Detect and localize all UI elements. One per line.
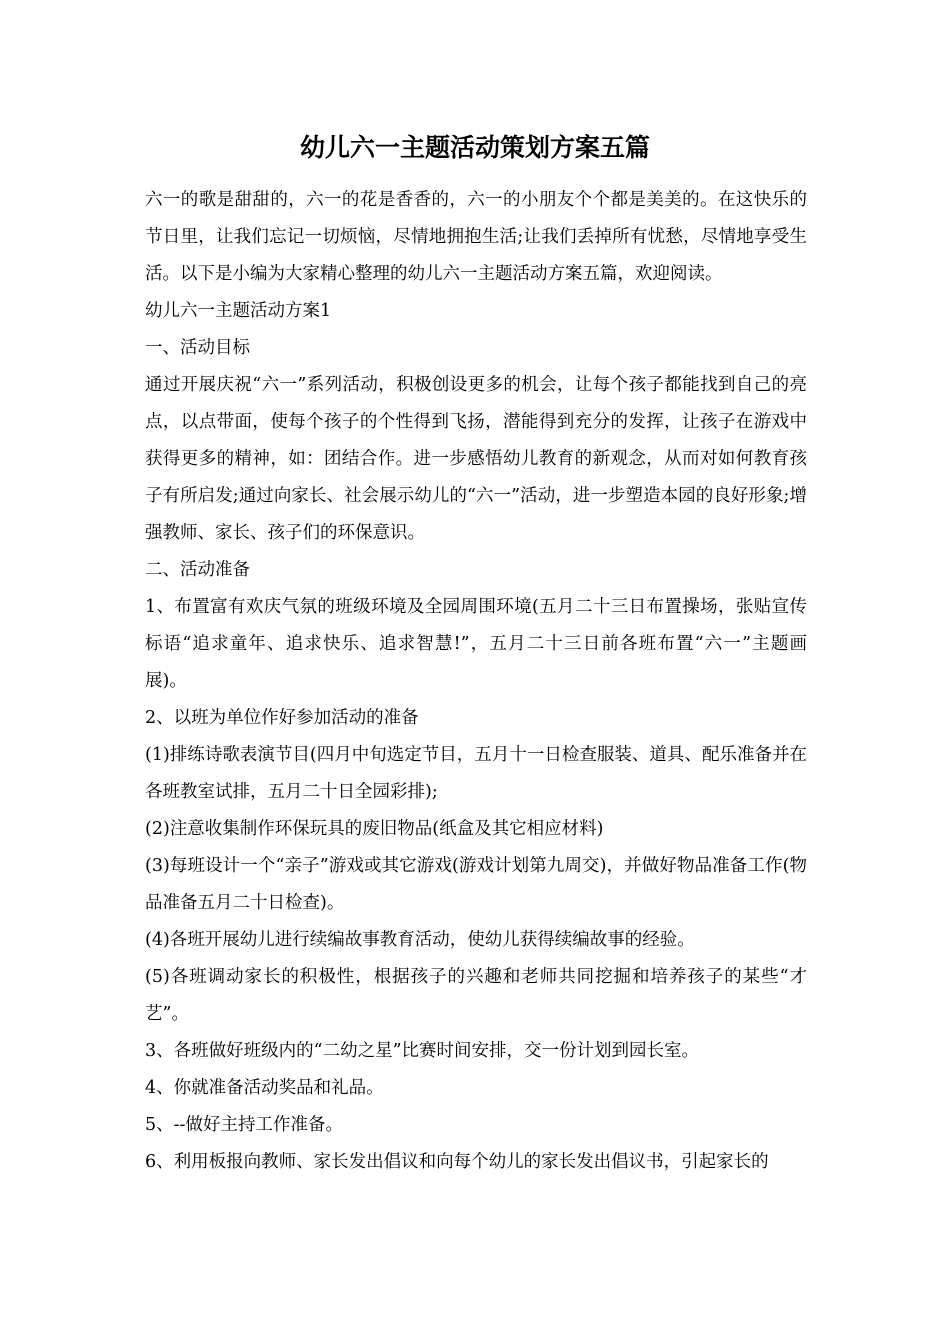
list-item: 4、你就准备活动奖品和礼品。 [145, 1078, 384, 1098]
list-item: (1)排练诗歌表演节目(四月中旬选定节目，五月十一日检查服装、道具、配乐准备并在各班教室试排，五月二十日全园彩排); [145, 745, 807, 802]
list-item: (4)各班开展幼儿进行续编故事教育活动，使幼儿获得续编故事的经验。 [145, 930, 695, 950]
list-item: (3)每班设计一个“亲子”游戏或其它游戏(游戏计划第九周交)，并做好物品准备工作(物品准备五月二十日检查)。 [145, 856, 807, 913]
list-item: 2、以班为单位作好参加活动的准备 [145, 708, 419, 728]
list-item: 1、布置富有欢庆气氛的班级环境及全园周围环境(五月二十三日布置操场，张贴宣传标语“追求童年、追求快乐、追求智慧!”，五月二十三日前各班布置“六一”主题画展)。 [145, 597, 807, 691]
list-item: (5)各班调动家长的积极性，根据孩子的兴趣和老师共同挖掘和培养孩子的某些“才艺”。 [145, 967, 807, 1024]
list-item: 6、利用板报向教师、家长发出倡议和向每个幼儿的家长发出倡议书，引起家长的 [145, 1152, 769, 1172]
paragraph: 通过开展庆祝“六一”系列活动，积极创设更多的机会，让每个孩子都能找到自己的亮点，以点带面，使每个孩子的个性得到飞扬，潜能得到充分的发挥，让孩子在游戏中获得更多的精神，如：团结合作。进一步感悟幼儿教育的新观念，从而对如何教育孩子有所启发;通过向家长、社会展示幼儿的“六一”活动，进一步塑造本园的良好形象;增强教师、家长、孩子们的环保意识。 [145, 375, 807, 543]
section-heading: 幼儿六一主题活动方案1 [145, 301, 332, 321]
subsection-heading: 一、活动目标 [145, 338, 250, 358]
list-item: 3、各班做好班级内的“二幼之星”比赛时间安排，交一份计划到园长室。 [145, 1041, 700, 1061]
document-body [145, 182, 807, 1181]
list-item: (2)注意收集制作环保玩具的废旧物品(纸盒及其它相应材料) [145, 819, 604, 839]
intro-paragraph: 六一的歌是甜甜的，六一的花是香香的，六一的小朋友个个都是美美的。在这快乐的节日里，让我们忘记一切烦恼，尽情地拥抱生活;让我们丢掉所有忧愁，尽情地享受生活。以下是小编为大家精心整理的幼儿六一主题活动方案五篇，欢迎阅读。 [145, 190, 807, 284]
list-item: 5、--做好主持工作准备。 [145, 1115, 343, 1135]
subsection-heading: 二、活动准备 [145, 560, 250, 580]
document-title: 幼儿六一主题活动策划方案五篇 [299, 133, 650, 162]
